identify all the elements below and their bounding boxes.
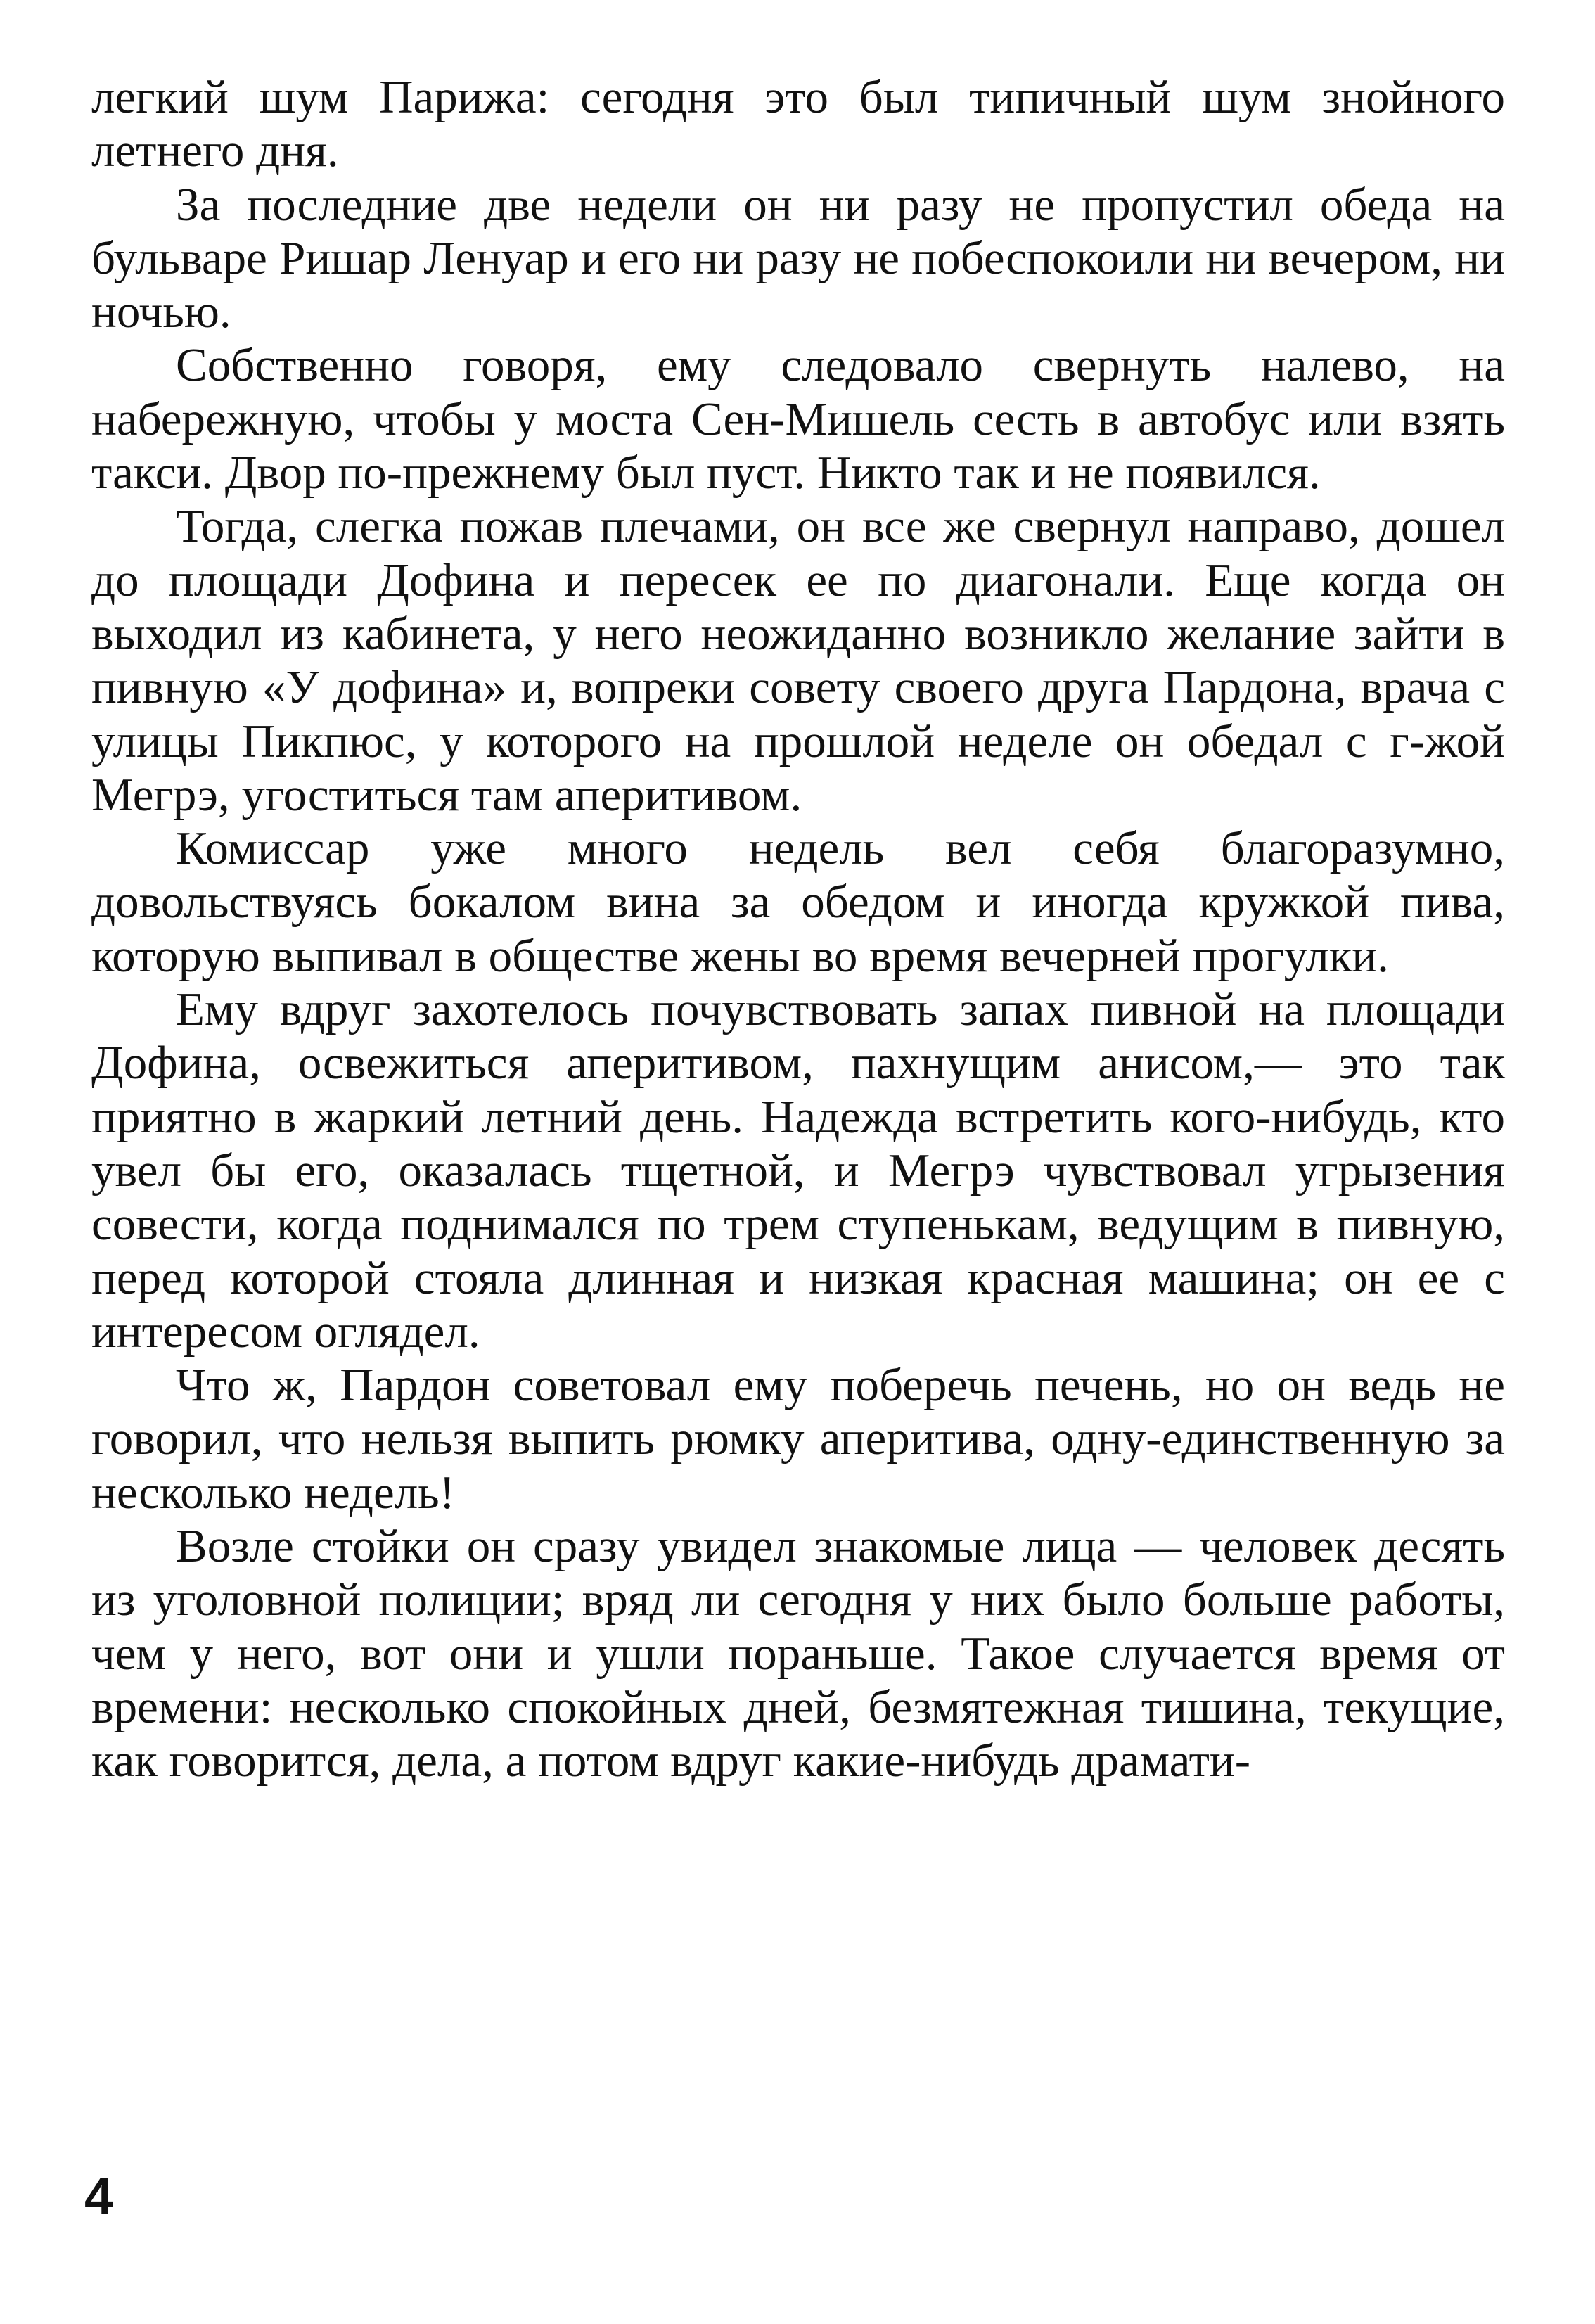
paragraph-3: Собственно говоря, ему следовало свернуть налево, на набережную, чтобы у моста Сен-Мишель сесть в автобус или взять такси. Двор по-прежнему был пуст. Никто так и не появился. [91, 339, 1505, 499]
paragraph-7: Что ж, Пардон советовал ему поберечь печень, но он ведь не говорил, что нельзя выпить рюмку аперитива, одну-единственную за несколько недель! [91, 1359, 1505, 1519]
paragraph-8: Возле стойки он сразу увидел знакомые лица — человек десять из уголовной полиции; вряд ли сегодня у них было больше работы, чем у него, вот они и ушли пораньше. Такое случается время от времени: несколько спокойных дней, безмятежная тишина, текущие, как говорится, дела, а потом вдруг какие-нибудь драмати- [91, 1520, 1505, 1787]
page-body [91, 70, 1505, 1788]
paragraph-6: Ему вдруг захотелось почувствовать запах пивной на площади Дофина, освежиться аперитивом, пахнущим анисом,— это так приятно в жаркий летний день. Надежда встретить кого-нибудь, кто увел бы его, оказалась тщетной, и Мегрэ чувствовал угрызения совести, когда поднимался по трем ступенькам, ведущим в пивную, перед которой стояла длинная и низкая красная машина; он ее с интересом оглядел. [91, 983, 1505, 1358]
paragraph-4: Тогда, слегка пожав плечами, он все же свернул направо, дошел до площади Дофина и пересек ее по диагонали. Еще когда он выходил из кабинета, у него неожиданно возникло желание зайти в пивную «У дофина» и, вопреки совету своего друга Пардона, врача с улицы Пикпюс, у которого на прошлой неделе он обедал с г-жой Мегрэ, угоститься там аперитивом. [91, 500, 1505, 821]
page-number: 4 [84, 2167, 114, 2226]
paragraph-5: Комиссар уже много недель вел себя благоразумно, довольствуясь бокалом вина за обедом и иногда кружкой пива, которую выпивал в обществе жены во время вечерней прогулки. [91, 822, 1505, 982]
paragraph-1: легкий шум Парижа: сегодня это был типичный шум знойного летнего дня. [91, 71, 1505, 177]
paragraph-2: За последние две недели он ни разу не пропустил обеда на бульваре Ришар Ленуар и его ни разу не побеспокоили ни вечером, ни ночью. [91, 178, 1505, 338]
